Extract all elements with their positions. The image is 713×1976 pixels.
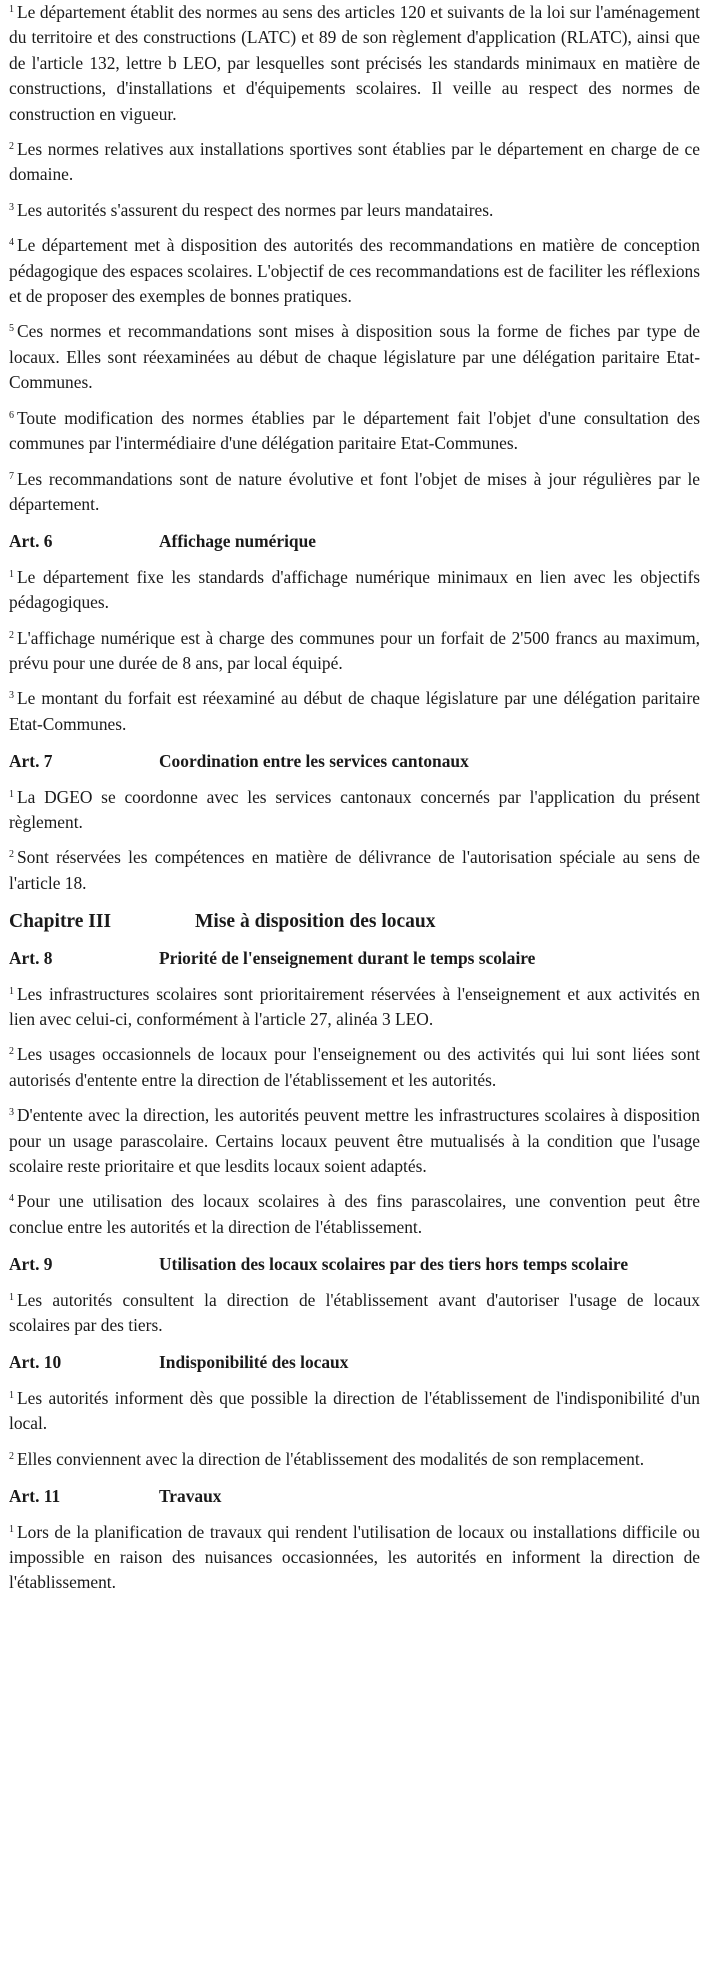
intro-paragraph-2 [9, 137, 700, 188]
article-9-paragraph-1 [9, 1288, 700, 1339]
paragraph-number: 1 [9, 568, 14, 580]
paragraph-number: 6 [9, 409, 14, 421]
paragraph-text: Le département fixe les standards d'affichage numérique minimaux en lien avec les objectifs pédagogiques. [9, 566, 700, 613]
article-heading-7 [9, 749, 700, 774]
paragraph-number: 4 [9, 237, 14, 249]
article-heading-11 [9, 1484, 700, 1509]
article-10-paragraph-1 [9, 1386, 700, 1437]
article-heading-8 [9, 946, 700, 971]
paragraph-number: 2 [9, 849, 14, 861]
article-6-paragraph-1 [9, 565, 700, 616]
chapter-title: Mise à disposition des locaux [195, 911, 436, 933]
paragraph-text: Les autorités consultent la direction de l'établissement avant d'autoriser l'usage de locaux scolaires par des tiers. [9, 1289, 700, 1336]
paragraph-number: 2 [9, 141, 14, 153]
article-7-paragraph-2 [9, 845, 700, 896]
article-number: Art. 11 [9, 1486, 61, 1507]
paragraph-text: Sont réservées les compétences en matière de délivrance de l'autorisation spéciale au sens de l'article 18. [9, 847, 700, 893]
paragraph-text: L'affichage numérique est à charge des communes pour un forfait de 2'500 francs au maximum, prévu pour une durée de 8 ans, par local équipé. [9, 627, 700, 673]
intro-paragraph-1 [9, 0, 700, 127]
chapter-heading [9, 908, 700, 936]
article-8-paragraph-3 [9, 1103, 700, 1179]
intro-paragraph-7 [9, 467, 700, 518]
paragraph-number: 1 [9, 4, 14, 15]
paragraph-number: 1 [9, 1291, 14, 1303]
paragraph-text: Le département met à disposition des autorités des recommandations en matière de conception pédagogique des espaces scolaires. L'objectif de ces recommandations est de faciliter les réflexions et de proposer des exemples de bonnes pratiques. [9, 235, 700, 307]
intro-paragraph-6 [9, 406, 700, 457]
intro-paragraph-5 [9, 319, 700, 395]
paragraph-number: 3 [9, 1107, 14, 1119]
paragraph-number: 4 [9, 1193, 14, 1205]
article-title: Travaux [159, 1486, 222, 1507]
article-number: Art. 9 [9, 1254, 53, 1275]
article-heading-9 [9, 1252, 700, 1277]
article-6-paragraph-2 [9, 626, 700, 677]
paragraph-number: 2 [9, 629, 14, 641]
article-number: Art. 8 [9, 948, 53, 969]
article-title: Utilisation des locaux scolaires par des tiers hors temps scolaire [159, 1254, 629, 1275]
article-7-paragraph-1 [9, 785, 700, 836]
article-title: Affichage numérique [159, 531, 316, 552]
paragraph-text: Les autorités s'assurent du respect des normes par leurs mandataires. [17, 199, 494, 220]
article-10-paragraph-2 [9, 1447, 700, 1472]
paragraph-number: 1 [9, 1523, 14, 1535]
paragraph-number: 3 [9, 690, 14, 702]
article-heading-10 [9, 1350, 700, 1375]
article-6-paragraph-3 [9, 686, 700, 737]
document-page [9, 0, 700, 1596]
intro-paragraph-4 [9, 233, 700, 309]
paragraph-text: D'entente avec la direction, les autorités peuvent mettre les infrastructures scolaires à disposition pour un usage parascolaire. Certains locaux peuvent être mutualisés à la condition que l'usage scolaire reste prioritaire et que lesdits locaux soient adaptés. [9, 1105, 700, 1177]
paragraph-number: 1 [9, 985, 14, 997]
paragraph-text: Les normes relatives aux installations sportives sont établies par le département en charge de ce domaine. [9, 139, 700, 185]
paragraph-text: Les usages occasionnels de locaux pour l'enseignement ou des activités qui lui sont liées sont autorisés d'entente entre la direction de l'établissement et les autorités. [9, 1044, 700, 1090]
paragraph-number: 2 [9, 1046, 14, 1058]
article-title: Coordination entre les services cantonaux [159, 751, 469, 772]
paragraph-text: Le département établit des normes au sens des articles 120 et suivants de la loi sur l'aménagement du territoire et des constructions (LATC) et 89 de son règlement d'application (RLATC), ainsi que de l'article 132, lettre b LEO, par lesquelles sont précisés les standards minimaux en matière de constructions, d'installations et d'équipements scolaires. Il veille au respect des normes de construction en vigueur. [9, 2, 700, 124]
paragraph-text: Pour une utilisation des locaux scolaires à des fins parascolaires, une convention peut être conclue entre les autorités et la direction de l'établissement. [9, 1191, 700, 1237]
paragraph-text: Les recommandations sont de nature évolutive et font l'objet de mises à jour régulières par le département. [9, 468, 700, 514]
paragraph-text: Lors de la planification de travaux qui rendent l'utilisation de locaux ou installations difficile ou impossible en raison des nuisances occasionnées, les autorités en informent la direction de l'établissement. [9, 1521, 700, 1593]
paragraph-text: Les autorités informent dès que possible la direction de l'établissement de l'indisponibilité d'un local. [9, 1387, 700, 1434]
paragraph-text: Toute modification des normes établies par le département fait l'objet d'une consultation des communes par l'intermédiaire d'une délégation paritaire Etat-Communes. [9, 407, 700, 454]
paragraph-text: Le montant du forfait est réexaminé au début de chaque législature par une délégation paritaire Etat-Communes. [9, 688, 700, 734]
article-title: Priorité de l'enseignement durant le temps scolaire [159, 948, 536, 969]
paragraph-number: 5 [9, 323, 14, 335]
intro-paragraph-3 [9, 198, 700, 223]
article-heading-6 [9, 529, 700, 554]
paragraph-number: 2 [9, 1450, 14, 1462]
paragraph-number: 3 [9, 201, 14, 213]
article-number: Art. 6 [9, 531, 53, 552]
paragraph-text: Les infrastructures scolaires sont prioritairement réservées à l'enseignement et aux activités en lien avec celui-ci, conformément à l'article 27, alinéa 3 LEO. [9, 983, 700, 1029]
article-title: Indisponibilité des locaux [159, 1352, 349, 1373]
paragraph-number: 1 [9, 788, 14, 800]
paragraph-text: Ces normes et recommandations sont mises à disposition sous la forme de fiches par type de locaux. Elles sont réexaminées au début de chaque législature par une délégation paritaire Etat-Communes. [9, 321, 700, 393]
article-11-paragraph-1 [9, 1520, 700, 1596]
article-8-paragraph-2 [9, 1042, 700, 1093]
article-number: Art. 10 [9, 1352, 62, 1373]
chapter-number: Chapitre III [9, 911, 112, 933]
article-number: Art. 7 [9, 751, 53, 772]
paragraph-text: La DGEO se coordonne avec les services cantonaux concernés par l'application du présent règlement. [9, 786, 700, 832]
paragraph-text: Elles conviennent avec la direction de l'établissement des modalités de son remplacement. [17, 1448, 645, 1469]
article-8-paragraph-1 [9, 982, 700, 1033]
paragraph-number: 7 [9, 470, 14, 482]
paragraph-number: 1 [9, 1389, 14, 1401]
article-8-paragraph-4 [9, 1189, 700, 1240]
